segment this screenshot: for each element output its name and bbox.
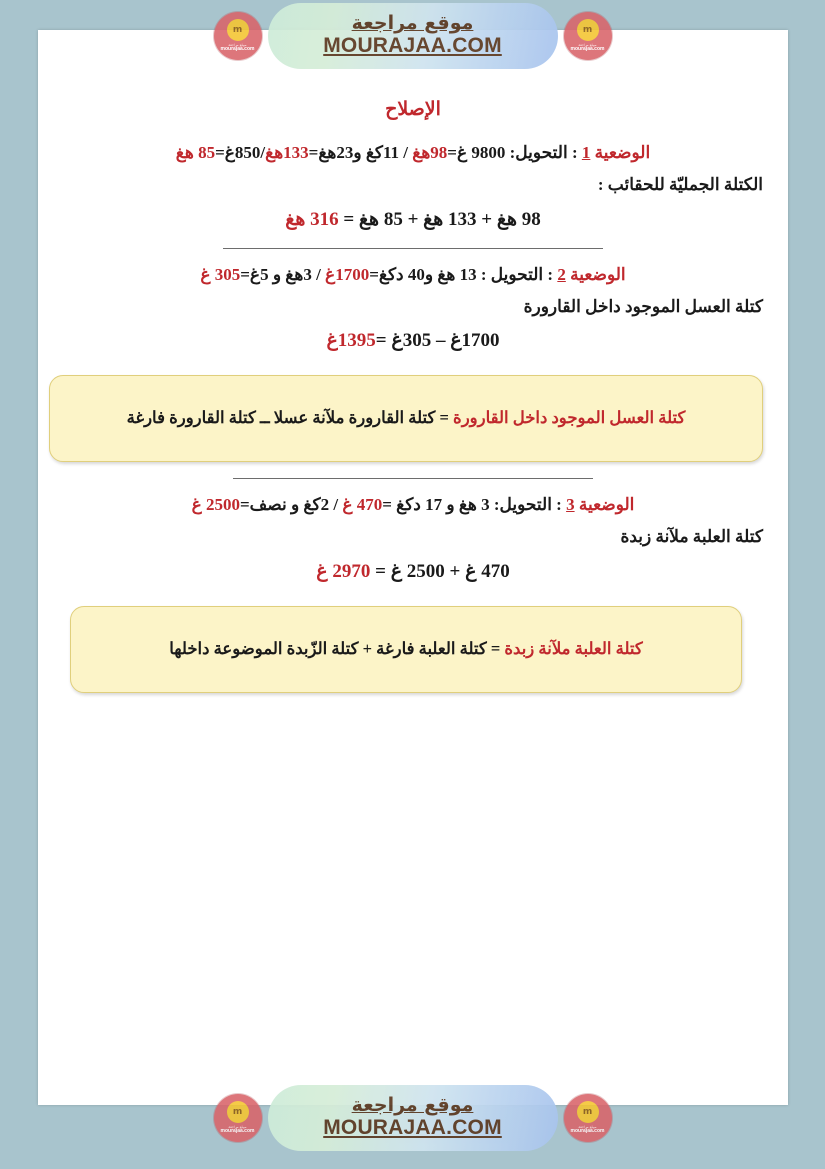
situation-3-separator: : (551, 495, 562, 515)
situation-3-number: 3 (566, 495, 575, 515)
logo-arabic-text: موقع مراجعة (578, 43, 597, 47)
watermark-domain: MOURAJAA.COM (323, 34, 502, 58)
situation-2-separator: : (543, 264, 554, 284)
logo-emblem-icon: m (227, 1101, 249, 1123)
situation-3-conversion-parts: 3 هغ و 17 دكغ =470 غ / 2كغ و نصف=2500 غ (191, 495, 490, 515)
situation-3-equation: 470 غ + 2500 غ = 2970 غ (316, 560, 510, 582)
note-box-honey (49, 375, 763, 462)
situation-1-conversion-line (63, 137, 763, 169)
logo-domain-text: mourajaa.com (570, 46, 605, 53)
document-body (38, 30, 788, 1105)
situation-1-label-text: الوضعية (594, 143, 651, 162)
logo-arabic-text: موقع مراجعة (578, 1125, 597, 1129)
divider-2 (233, 478, 593, 479)
situation-3-label-text: الوضعية (578, 495, 635, 515)
logo-domain-text: mourajaa.com (570, 1128, 605, 1135)
note-box-butter (70, 606, 742, 693)
situation-1-conversion-label: التحويل: (505, 143, 568, 162)
situation-2-conversion-line (63, 259, 763, 291)
logo-emblem-icon: m (227, 19, 249, 41)
logo-emblem-icon: m (577, 19, 599, 41)
situation-2-number: 2 (557, 264, 566, 284)
logo-domain-text: mourajaa.com (220, 1128, 255, 1135)
logo-domain-text: mourajaa.com (220, 46, 255, 53)
situation-2-label (553, 265, 626, 284)
situation-2-statement: كتلة العسل الموجود داخل القارورة (523, 296, 763, 316)
situation-2-equation: 1700غ – 305غ =1395غ (326, 330, 500, 352)
situation-3-label (562, 495, 635, 514)
logo-arabic-text: موقع مراجعة (228, 43, 247, 47)
situation-3-conversion-line (63, 489, 763, 521)
situation-3-statement: كتلة العلبة ملآنة زبدة (620, 527, 763, 547)
note-box-butter-text: كتلة العلبة ملآنة زبدة = كتلة العلبة فارغة + كتلة الزّبدة الموضوعة داخلها (169, 638, 643, 658)
situation-1-separator: : (567, 143, 578, 162)
situation-3-conversion-label: التحويل: (489, 495, 552, 515)
situation-1-equation: 98 هغ + 133 هغ + 85 هغ = 316 هغ (285, 208, 541, 230)
logo-emblem-icon: m (577, 1101, 599, 1123)
watermark-title-ar: موقع مراجعة (351, 1094, 474, 1117)
note-box-honey-text: كتلة العسل الموجود داخل القارورة = كتلة القارورة ملآنة عسلا ــ كتلة القارورة فارغة (126, 408, 686, 428)
situation-2-conversion-label: التحويل : (476, 264, 544, 284)
situation-2-conversion-parts: 13 هغ و40 دكغ=1700غ / 3هغ و 5غ=305 غ (200, 264, 477, 284)
situation-1-label (578, 143, 651, 162)
watermark-title-ar: موقع مراجعة (351, 12, 474, 35)
page-title: الإصلاح (385, 99, 441, 120)
watermark-domain: MOURAJAA.COM (323, 1116, 502, 1140)
logo-arabic-text: موقع مراجعة (228, 1125, 247, 1129)
situation-1-number: 1 (581, 143, 591, 162)
situation-1-statement: الكتلة الجمليّة للحقائب : (597, 175, 763, 195)
situation-1-conversion-parts: 9800 غ=98هغ / 11كغ و23هغ=133هغ/850غ=85 هغ (175, 143, 506, 162)
situation-2-label-text: الوضعية (570, 264, 626, 284)
divider-1 (223, 248, 603, 249)
